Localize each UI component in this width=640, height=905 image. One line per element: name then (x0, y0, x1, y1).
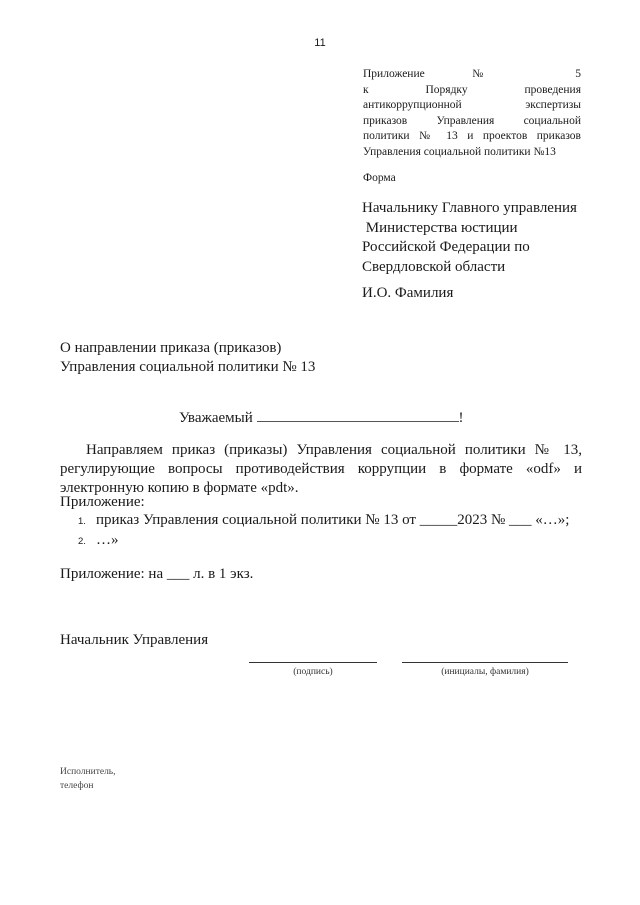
name-caption: (инициалы, фамилия) (441, 667, 529, 677)
copies-note: Приложение: на ___ л. в 1 экз. (60, 566, 254, 582)
greeting-suffix: ! (458, 410, 464, 426)
list-item (78, 531, 569, 551)
appendix-line: антикоррупционной экспертизы (363, 99, 581, 111)
recipient-name-blank (257, 409, 459, 422)
form-label: Форма (363, 172, 396, 184)
greeting (179, 409, 464, 427)
signature-line (249, 662, 377, 663)
attachments-label: Приложение: (60, 494, 145, 510)
list-item-number: 1. (78, 516, 86, 527)
addressee-name: И.О. Фамилия (362, 285, 454, 301)
executor-block (60, 765, 116, 793)
addressee-line: Российской Федерации по (362, 239, 530, 255)
executor-label: Исполнитель, (60, 767, 116, 777)
executor-phone: телефон (60, 781, 94, 791)
appendix-line: к Порядку проведения (363, 83, 581, 96)
appendix-line: приказов Управления социальной (363, 114, 581, 127)
signer-title: Начальник Управления (60, 632, 209, 648)
body-paragraph: Направляем приказ (приказы) Управления социальной политики № 13, регулирующие вопросы противодействия коррупции в формате «odf» и электронную копию в формате «pdt». (60, 442, 582, 496)
subject-line: О направлении приказа (приказов) (60, 340, 282, 356)
addressee-line: Начальнику Главного управления (362, 200, 577, 216)
addressee-block (362, 199, 577, 277)
addressee-line: Министерства юстиции (362, 219, 518, 236)
subject-line: Управления социальной политики № 13 (60, 359, 316, 375)
signature-caption: (подпись) (293, 667, 333, 677)
list-item-text: приказ Управления социальной политики № 13 от _____2023 № ___ «…»; (96, 512, 570, 528)
name-line (402, 662, 568, 663)
appendix-line: политики № 13 и проектов приказов (363, 130, 581, 142)
addressee-line: Свердловской области (362, 258, 506, 275)
subject-block (60, 339, 315, 377)
page-number: 11 (314, 37, 326, 49)
list-item-text: …» (96, 532, 119, 548)
appendix-line: Приложение № 5 (363, 68, 581, 80)
list-item-number: 2. (78, 536, 86, 547)
appendix-line: Управления социальной политики №13 (363, 145, 556, 158)
attachments-list (78, 511, 569, 551)
appendix-note (363, 67, 581, 160)
list-item (78, 511, 569, 531)
greeting-prefix: Уважаемый (179, 410, 253, 426)
